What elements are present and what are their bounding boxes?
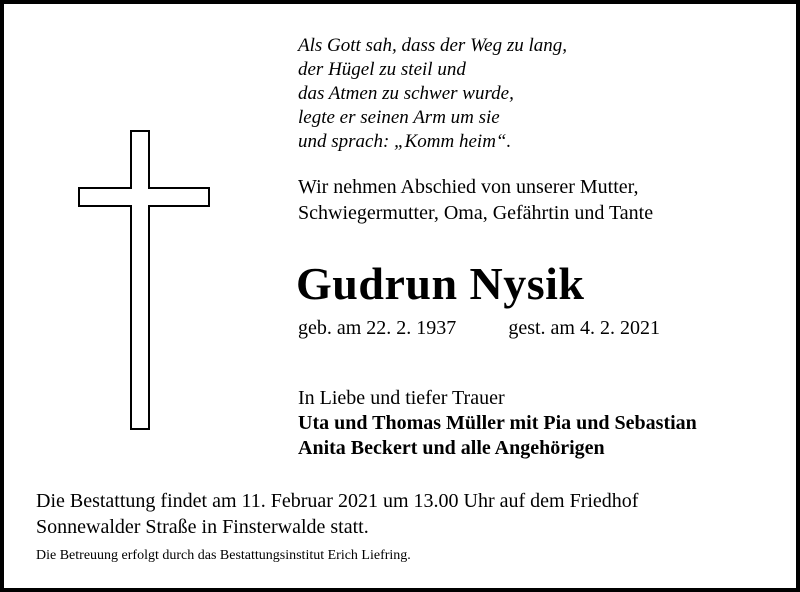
intro-line: Schwiegermutter, Oma, Gefährtin und Tante <box>298 202 654 224</box>
intro-line: Wir nehmen Abschied von unserer Mutter, <box>298 176 639 198</box>
mourner-family: Uta und Thomas Müller mit Pia und Sebastian <box>298 412 697 434</box>
funeral-details <box>36 488 638 540</box>
life-dates <box>298 315 660 341</box>
poem-line: und sprach: „Komm heim“. <box>298 131 512 152</box>
poem-line: legte er seinen Arm um sie <box>298 107 500 128</box>
undertaker-note: Die Betreuung erfolgt durch das Bestattungsinstitut Erich Liefring. <box>36 548 411 563</box>
farewell-intro <box>298 174 653 226</box>
funeral-line: Sonnewalder Straße in Finsterwalde statt. <box>36 516 369 538</box>
poem-line: der Hügel zu steil und <box>298 59 466 80</box>
death-date: gest. am 4. 2. 2021 <box>508 317 660 339</box>
mourners <box>298 386 697 461</box>
mourners-intro: In Liebe und tiefer Trauer <box>298 387 505 409</box>
poem-line: Als Gott sah, dass der Weg zu lang, <box>298 35 568 56</box>
deceased-name: Gudrun Nysik <box>296 258 585 309</box>
cross-icon <box>78 130 210 430</box>
poem-line: das Atmen zu schwer wurde, <box>298 83 514 104</box>
mourner-family: Anita Beckert und alle Angehörigen <box>298 437 605 459</box>
funeral-line: Die Bestattung findet am 11. Februar 2021 um 13.00 Uhr auf dem Friedhof <box>36 490 639 512</box>
poem <box>298 34 567 154</box>
birth-date: geb. am 22. 2. 1937 <box>298 317 457 339</box>
